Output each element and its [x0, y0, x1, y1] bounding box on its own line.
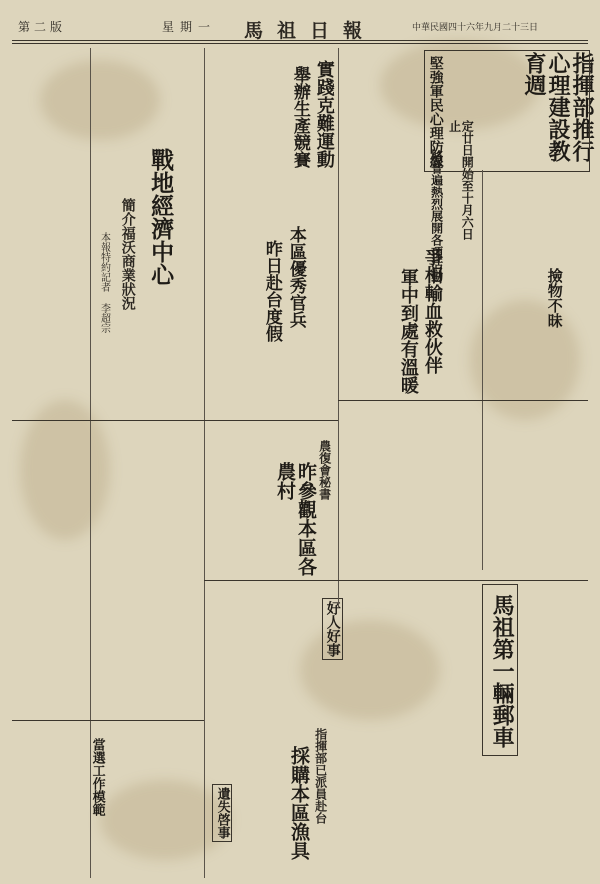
econ-subheadline: 簡介福沃商業狀況 — [119, 198, 136, 310]
newspaper-title: 馬祖日報 — [244, 20, 377, 42]
mail-truck-headline: 馬祖第一輛郵車 — [489, 594, 516, 748]
main-subheadline: 指揮部推行心理建設教育週 — [521, 52, 595, 162]
model-worker-headline: 當選工作模範 — [89, 738, 105, 816]
procure-headline: 採購本區漁具 — [287, 746, 310, 860]
found-item-headline: 撿物不昧 — [545, 268, 564, 328]
weekday: 星期一 — [162, 20, 217, 34]
good-deeds-headline: 好人好事 — [322, 598, 343, 660]
main-date-line: 定廿日開始至十月六日止 — [447, 120, 475, 240]
procure-kicker: 指揮部已派員赴台 — [313, 728, 328, 824]
page-number: 第二版 — [18, 20, 67, 34]
econ-headline: 戰地經濟中心 — [147, 148, 175, 286]
practice-subheadline: 舉辦生產競賽 — [289, 66, 310, 168]
visit-headline: 昨參觀本區各農村 — [274, 462, 317, 576]
blood-headline: 爭相輸血救伙伴 — [421, 248, 443, 374]
officers-headline: 本區優秀官兵 — [285, 226, 306, 328]
issue-date: 中華民國四十六年九月二十三日 — [412, 23, 539, 33]
main-tail-line: 將普遍熱烈展開各項活動 — [429, 150, 444, 282]
main-headline: 堅強軍民心理防線 — [427, 56, 444, 168]
officers-subheadline: 昨日赴台度假 — [261, 240, 282, 342]
blood-subheadline: 軍中到處有溫暖 — [397, 268, 419, 394]
practice-headline: 實踐克難運動 — [313, 60, 335, 168]
econ-byline: 本報特約記者 李超宗 — [98, 232, 110, 333]
visit-kicker: 農復會秘書 — [317, 440, 332, 500]
lost-notice-headline: 遺失啓事 — [212, 784, 232, 842]
